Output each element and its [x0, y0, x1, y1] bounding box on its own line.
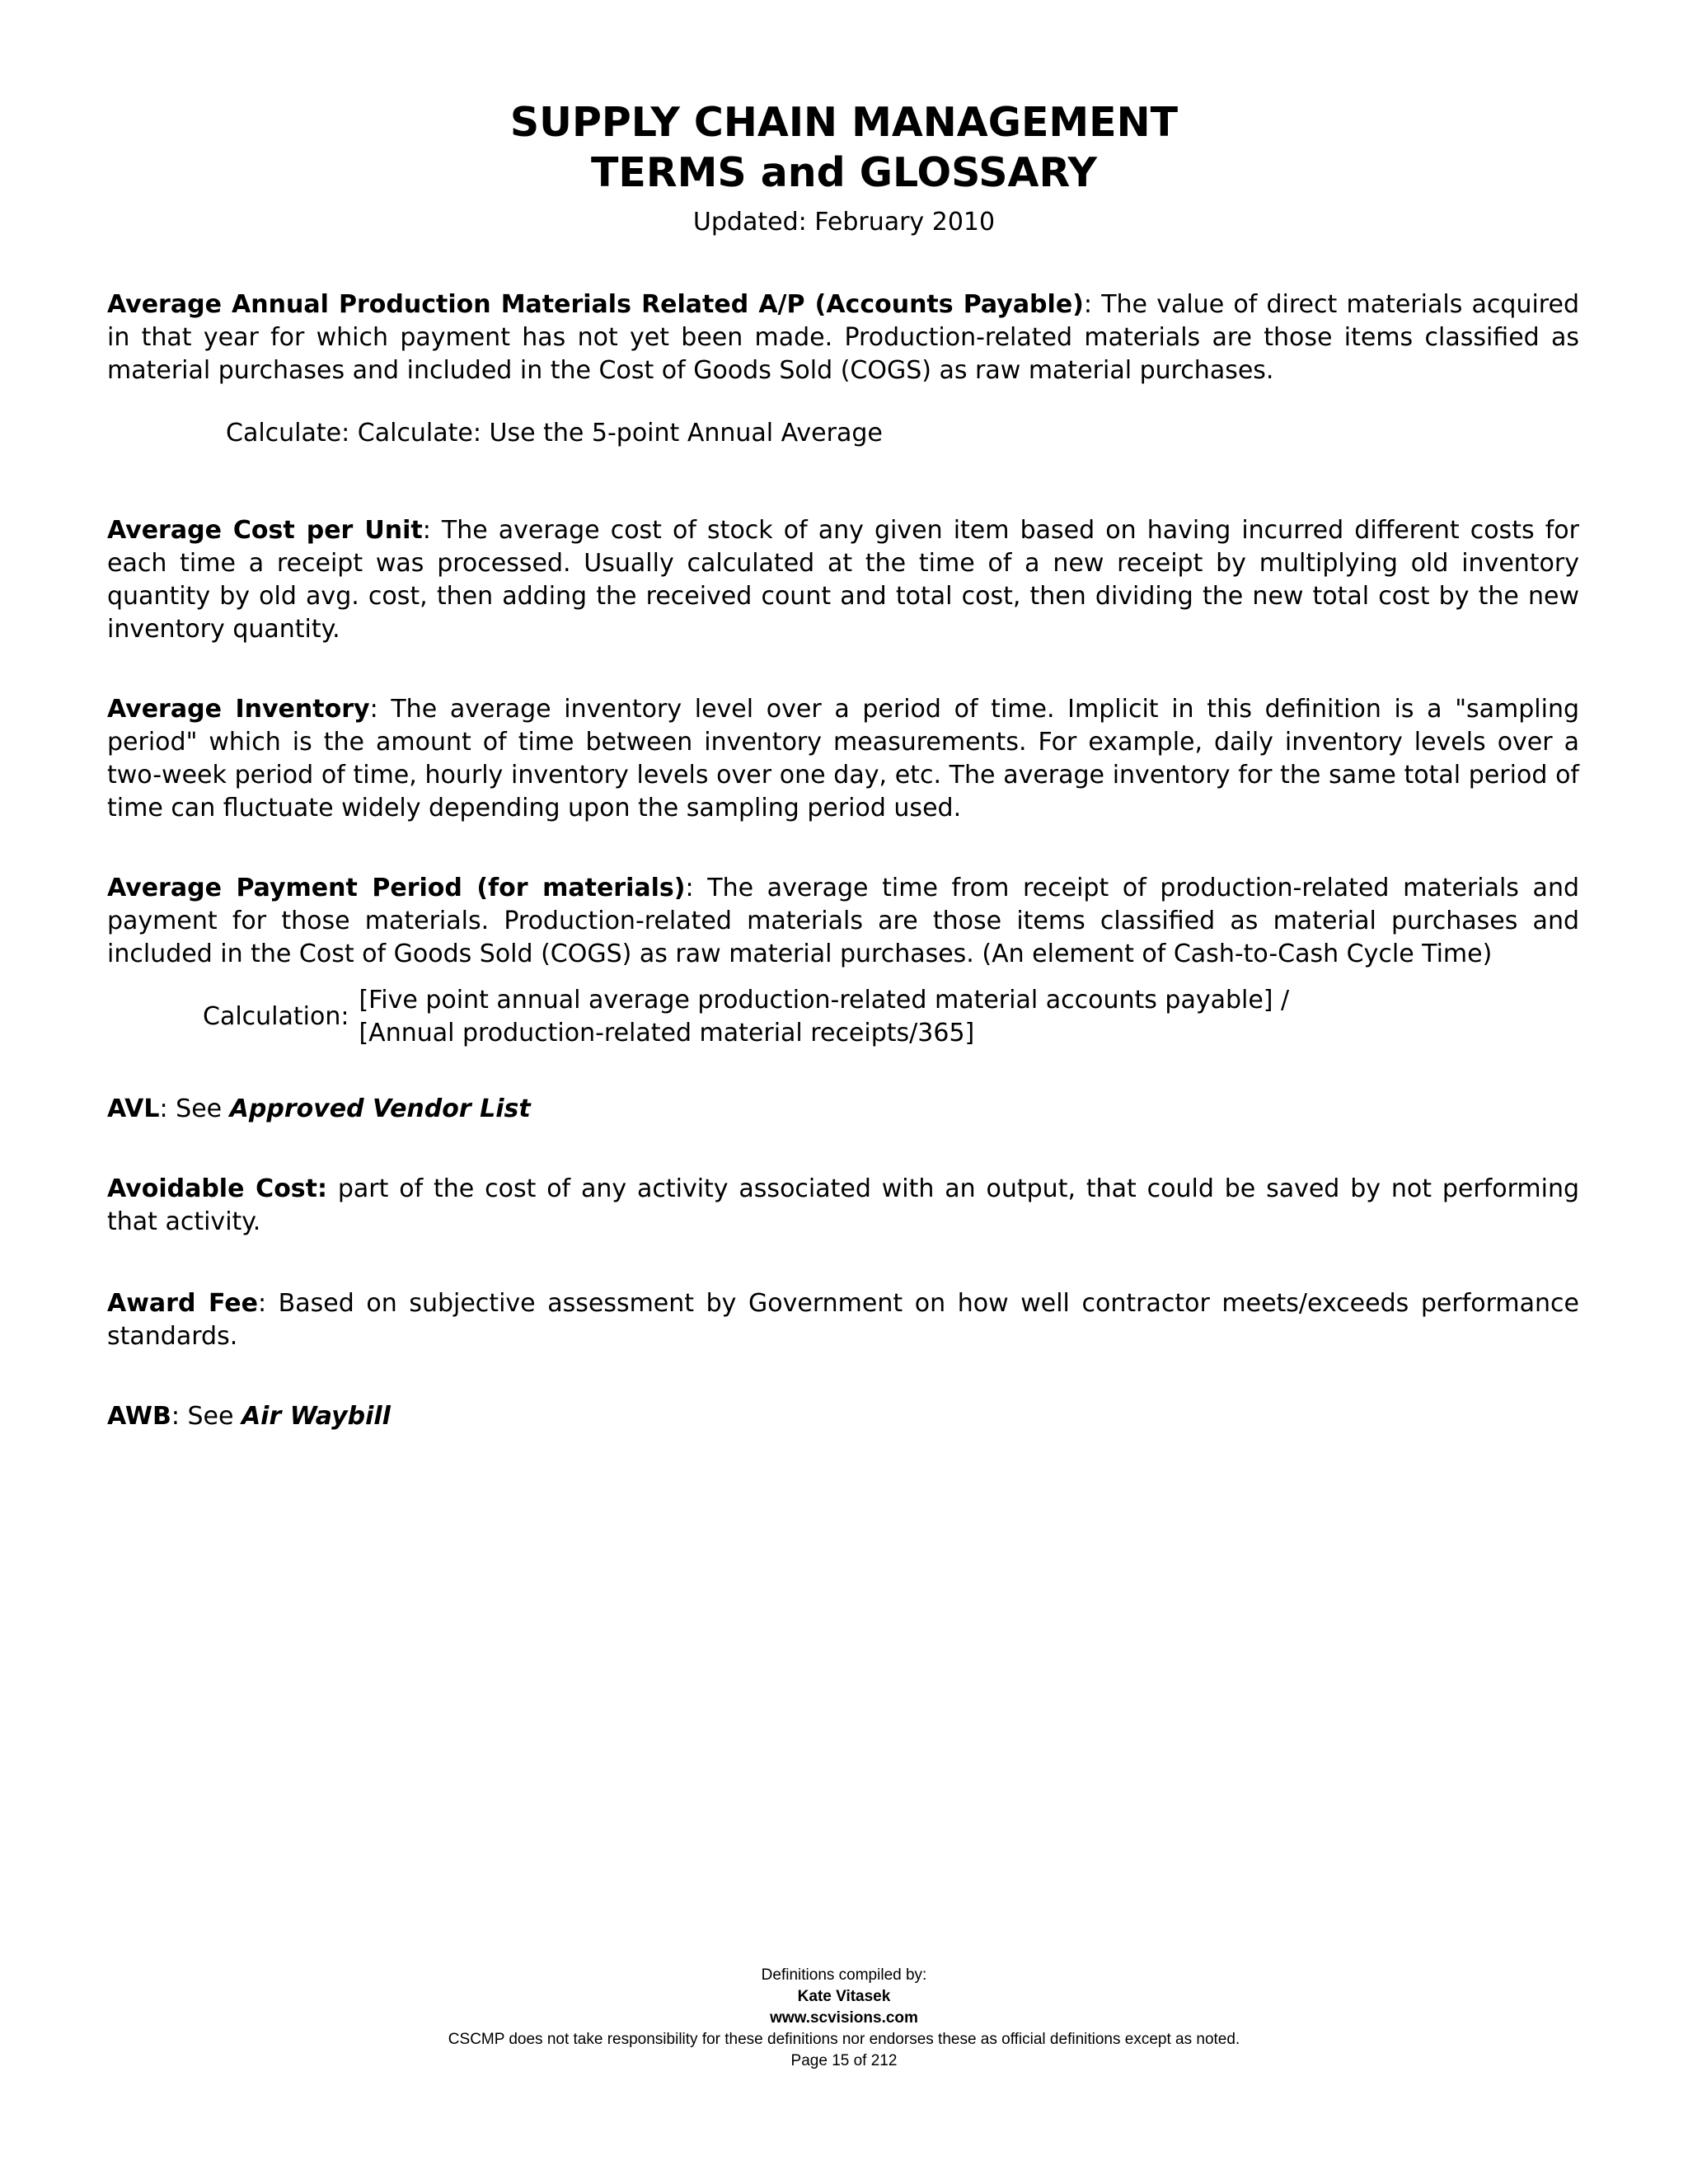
entry-definition: The average inventory level over a period of time. Implicit in this definition is a "sampling period" which is the amount of time between inventory measurements. For example, daily inventory levels over a two-week period of time, hourly inventory levels over one day, etc. The average inventory for the same total period of time can fluctuate widely depending upon the sampling period used. [107, 695, 1580, 823]
entry-separator: : [685, 874, 694, 902]
entry-separator: : [422, 516, 431, 545]
entry-term: Average Inventory [107, 695, 370, 724]
glossary-entry [107, 1400, 1579, 1433]
page-number: Page 15 of 212 [790, 2052, 898, 2069]
glossary-entry [107, 514, 1579, 646]
entry-calculation: Calculate: Calculate: Use the 5-point Annual Average [226, 419, 883, 448]
website-text: www.scvisions.com [770, 2009, 918, 2027]
glossary-entry [107, 872, 1579, 971]
page-title-line-2: TERMS and GLOSSARY [590, 149, 1097, 196]
glossary-entry [107, 693, 1579, 825]
entry-definition: The average cost of stock of any given item based on having incurred different costs for each time a receipt was processed. Usually calculated at the time of a new receipt by multiplying old inventory quantity by old avg. cost, then adding the received count and total cost, then dividing the new total cost by the new inventory quantity. [107, 516, 1579, 644]
entry-term: AVL [107, 1094, 160, 1123]
entry-term: Average Annual Production Materials Related A/P (Accounts Payable) [107, 290, 1084, 319]
disclaimer-text: CSCMP does not take responsibility for these definitions nor endorses these as official definitions except as noted. [448, 2031, 1240, 2048]
entry-definition: The average time from receipt of production-related materials and payment for those materials. Production-related materials are those items classified as material purchases and included in the Cost of Goods Sold (COGS) as raw material purchases. (An element of Cash-to-Cash Cycle Time) [107, 874, 1579, 968]
calculation-formula [359, 984, 1289, 1050]
glossary-entry [107, 1287, 1579, 1353]
glossary-entry [107, 1173, 1579, 1239]
entry-term: Avoidable Cost: [107, 1174, 328, 1203]
entry-term: Award Fee [107, 1289, 258, 1318]
cross-reference: Air Waybill [241, 1402, 391, 1431]
entry-term: Average Payment Period (for materials) [107, 874, 686, 902]
entry-definition: part of the cost of any activity associated with an output, that could be saved by not performing that activity. [107, 1174, 1580, 1236]
entry-separator: : See [159, 1094, 230, 1123]
calculation-label: Calculation: [203, 1002, 349, 1031]
entry-calculation [203, 984, 1579, 1050]
author-name: Kate Vitasek [797, 1988, 891, 2005]
entry-separator: : [1083, 290, 1092, 319]
formula-denominator: [Annual production-related material receipts/365] [359, 1019, 975, 1047]
glossary-entry [107, 1093, 1579, 1126]
entry-term: Average Cost per Unit [107, 516, 423, 545]
entry-term: AWB [107, 1402, 171, 1431]
compiled-by-label: Definitions compiled by: [761, 1966, 927, 1984]
updated-date: Updated: February 2010 [692, 208, 996, 237]
entry-separator: : [257, 1289, 267, 1318]
entry-definition: The value of direct materials acquired in that year for which payment has not yet been made. Production-related materials are those items classified as material purchases and included in the Cost of Goods Sold (COGS) as raw material purchases. [107, 290, 1579, 385]
page-footer [0, 1965, 1688, 2072]
page-title-line-1: SUPPLY CHAIN MANAGEMENT [509, 99, 1179, 146]
glossary-entries [107, 288, 1579, 1433]
entry-definition: Based on subjective assessment by Government on how well contractor meets/exceeds performance standards. [107, 1289, 1579, 1351]
entry-separator: : [369, 695, 378, 724]
entry-separator: : See [171, 1402, 241, 1431]
glossary-entry [107, 288, 1579, 387]
formula-numerator: [Five point annual average production-related material accounts payable] / [359, 986, 1290, 1015]
cross-reference: Approved Vendor List [229, 1094, 531, 1123]
page-header [0, 97, 1688, 239]
